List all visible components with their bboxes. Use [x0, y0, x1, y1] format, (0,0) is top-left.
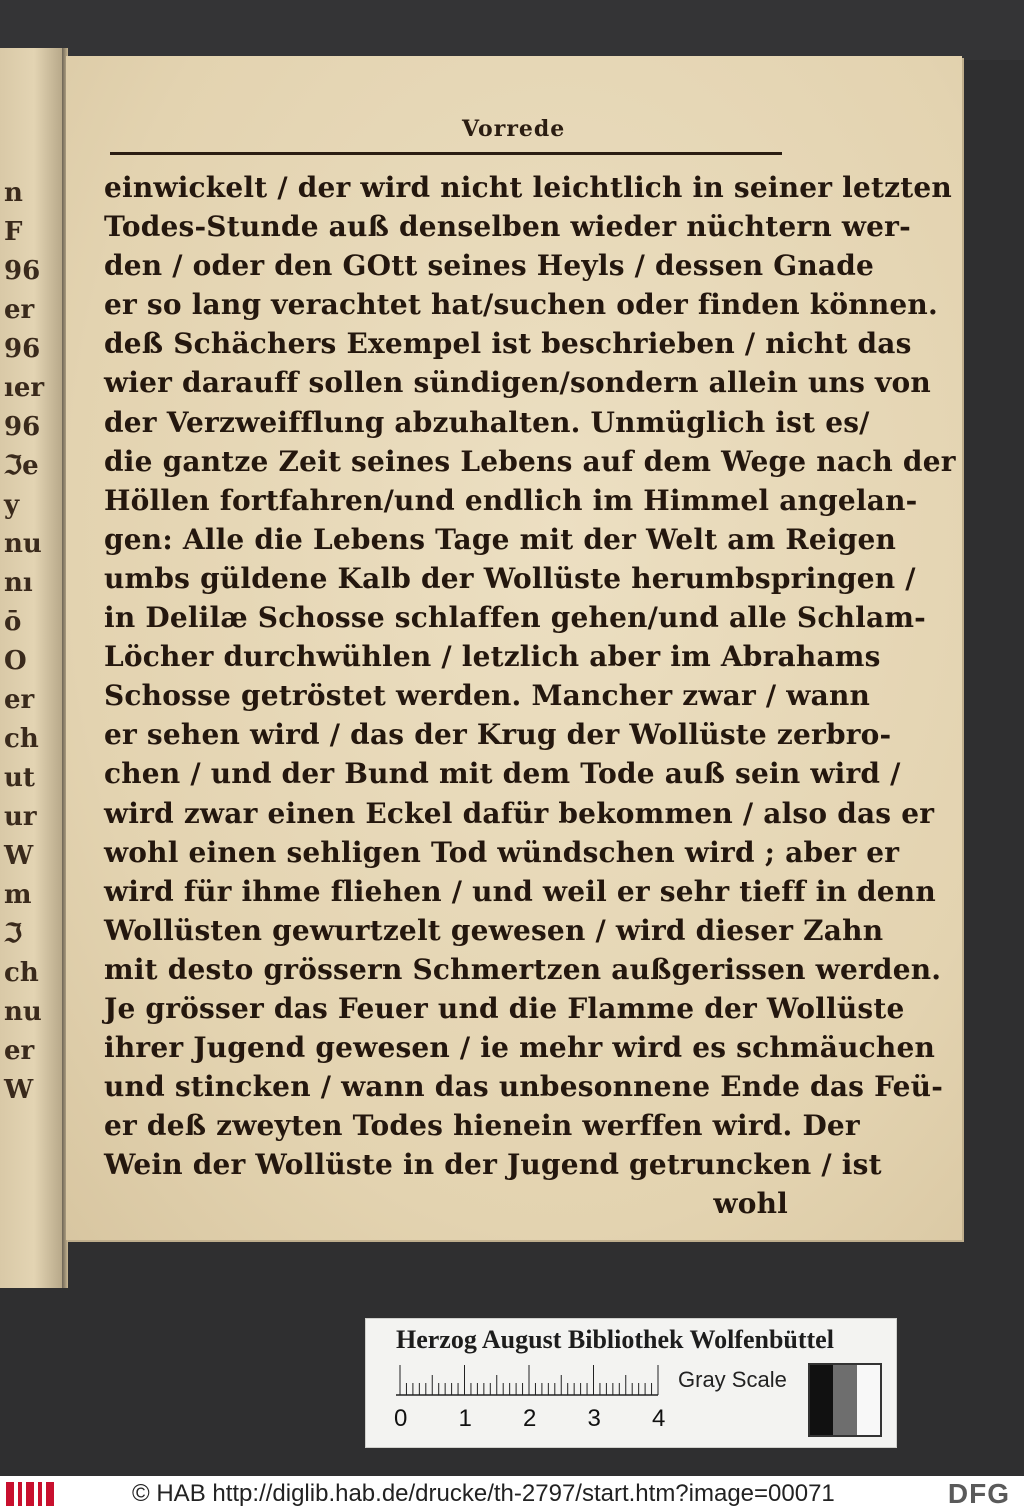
- ruler-number: 1: [458, 1405, 472, 1432]
- gray-swatch: [810, 1365, 833, 1435]
- text-line: in Delilæ Schosse schlaffen gehen/und alle Schlam-: [104, 601, 926, 635]
- facing-page-edge: [0, 48, 64, 1288]
- text-line: chen / und der Bund mit dem Tode auß sein wird /: [104, 757, 901, 791]
- facing-page-fragment: y: [4, 490, 20, 520]
- text-line: Je grösser das Feuer und die Flamme der Wollüste: [104, 991, 905, 1025]
- facing-page-fragment: O: [4, 646, 27, 676]
- text-line: er sehen wird / das der Krug der Wollüste zerbro-: [104, 718, 892, 752]
- ruler-number: 2: [523, 1405, 537, 1432]
- text-line: Wollüsten gewurtzelt gewesen / wird dieser Zahn: [104, 913, 884, 947]
- text-line: die gantze Zeit seines Lebens auf dem Wege nach der: [104, 444, 956, 478]
- measurement-ruler: [396, 1365, 666, 1403]
- body-text: [104, 168, 956, 1224]
- facing-page-fragment: er: [4, 295, 35, 325]
- copyright-url[interactable]: © HAB http://diglib.hab.de/drucke/th-2797/start.htm?image=00071: [132, 1480, 835, 1507]
- facing-page-fragment: 96: [4, 334, 41, 364]
- facing-page-fragment: m: [4, 880, 32, 910]
- ruler-number: 0: [394, 1405, 408, 1432]
- facing-page-fragment: n: [4, 178, 23, 208]
- facing-page-fragment: 96: [4, 256, 41, 286]
- dfg-logo: DFG: [947, 1478, 1010, 1509]
- text-line: ihrer Jugend gewesen / ie mehr wird es schmäuchen: [104, 1031, 936, 1065]
- facing-page-fragment: ℑ: [4, 919, 23, 949]
- gray-swatch: [833, 1365, 856, 1435]
- footer-bar: [0, 1476, 1024, 1512]
- gray-swatch: [857, 1365, 880, 1435]
- text-line: deß Schächers Exempel ist beschrieben / nicht das: [104, 327, 912, 361]
- text-line: Höllen fortfahren/und endlich im Himmel angelan-: [104, 483, 918, 517]
- text-line: umbs güldene Kalb der Wollüste herumbspringen /: [104, 561, 916, 595]
- text-line: gen: Alle die Lebens Tage mit der Welt am Reigen: [104, 522, 897, 556]
- gray-scale-swatches: [808, 1363, 882, 1437]
- facing-page-fragment: W: [4, 1075, 34, 1105]
- header-rule: [110, 152, 782, 155]
- text-line: Wein der Wollüste in der Jugend getruncken / ist: [104, 1148, 882, 1182]
- facing-page-fragment: ch: [4, 958, 39, 988]
- scan-background-top: [0, 0, 1024, 60]
- text-line: und stincken / wann das unbesonnene Ende das Feü-: [104, 1070, 944, 1104]
- text-line: wohl einen sehligen Tod wündschen wird ; aber er: [104, 835, 900, 869]
- facing-page-fragment: ch: [4, 724, 39, 754]
- ruler-number: 3: [587, 1405, 601, 1432]
- text-line: Todes-Stunde auß denselben wieder nüchtern wer-: [104, 210, 911, 244]
- text-line: Löcher durchwühlen / letzlich aber im Abrahams: [104, 640, 881, 674]
- facing-page-fragment: er: [4, 685, 35, 715]
- facing-page-fragment: nı: [4, 568, 33, 598]
- text-line: einwickelt / der wird nicht leichtlich in seiner letzten: [104, 171, 952, 204]
- color-target-card: [365, 1318, 897, 1448]
- library-title: Herzog August Bibliothek Wolfenbüttel: [396, 1325, 834, 1354]
- facing-page-fragment: er: [4, 1036, 35, 1066]
- facing-page-fragment: ℑe: [4, 451, 39, 481]
- hab-logo-icon: [6, 1480, 116, 1508]
- catchword: wohl: [713, 1187, 788, 1221]
- facing-page-fragment: nu: [4, 529, 42, 559]
- text-line: wird zwar einen Eckel dafür bekommen / also das er: [104, 796, 935, 830]
- text-line: er deß zweyten Todes hienein werffen wird. Der: [104, 1109, 860, 1143]
- text-line: der Verzweifflung abzuhalten. Unmüglich ist es/: [104, 405, 870, 439]
- facing-page-fragment: W: [4, 841, 34, 871]
- facing-page-fragment: F: [4, 217, 23, 247]
- text-line: er so lang verachtet hat/suchen oder finden können.: [104, 288, 938, 322]
- ruler-number: 4: [652, 1405, 666, 1432]
- facing-page-fragment: ut: [4, 763, 35, 793]
- text-line: Schosse getröstet werden. Mancher zwar / wann: [104, 679, 871, 713]
- facing-page-fragment: ō: [4, 607, 22, 637]
- gray-scale-label: Gray Scale: [678, 1367, 787, 1392]
- running-head: Vorrede: [462, 116, 566, 142]
- text-line: den / oder den GOtt seines Heyls / dessen Gnade: [104, 249, 875, 283]
- text-line: wird für ihme fliehen / und weil er sehr tieff in denn: [104, 874, 936, 908]
- facing-page-fragment: ıer: [4, 373, 45, 403]
- ruler-numbers: [392, 1405, 692, 1435]
- text-line: mit desto grössern Schmertzen außgerissen werden.: [104, 952, 942, 986]
- text-line: wier darauff sollen sündigen/sondern allein uns von: [104, 366, 931, 400]
- facing-page-fragment: nu: [4, 997, 42, 1027]
- book-page: [66, 56, 962, 1240]
- facing-page-fragment: 96: [4, 412, 41, 442]
- facing-page-fragment: ur: [4, 802, 37, 832]
